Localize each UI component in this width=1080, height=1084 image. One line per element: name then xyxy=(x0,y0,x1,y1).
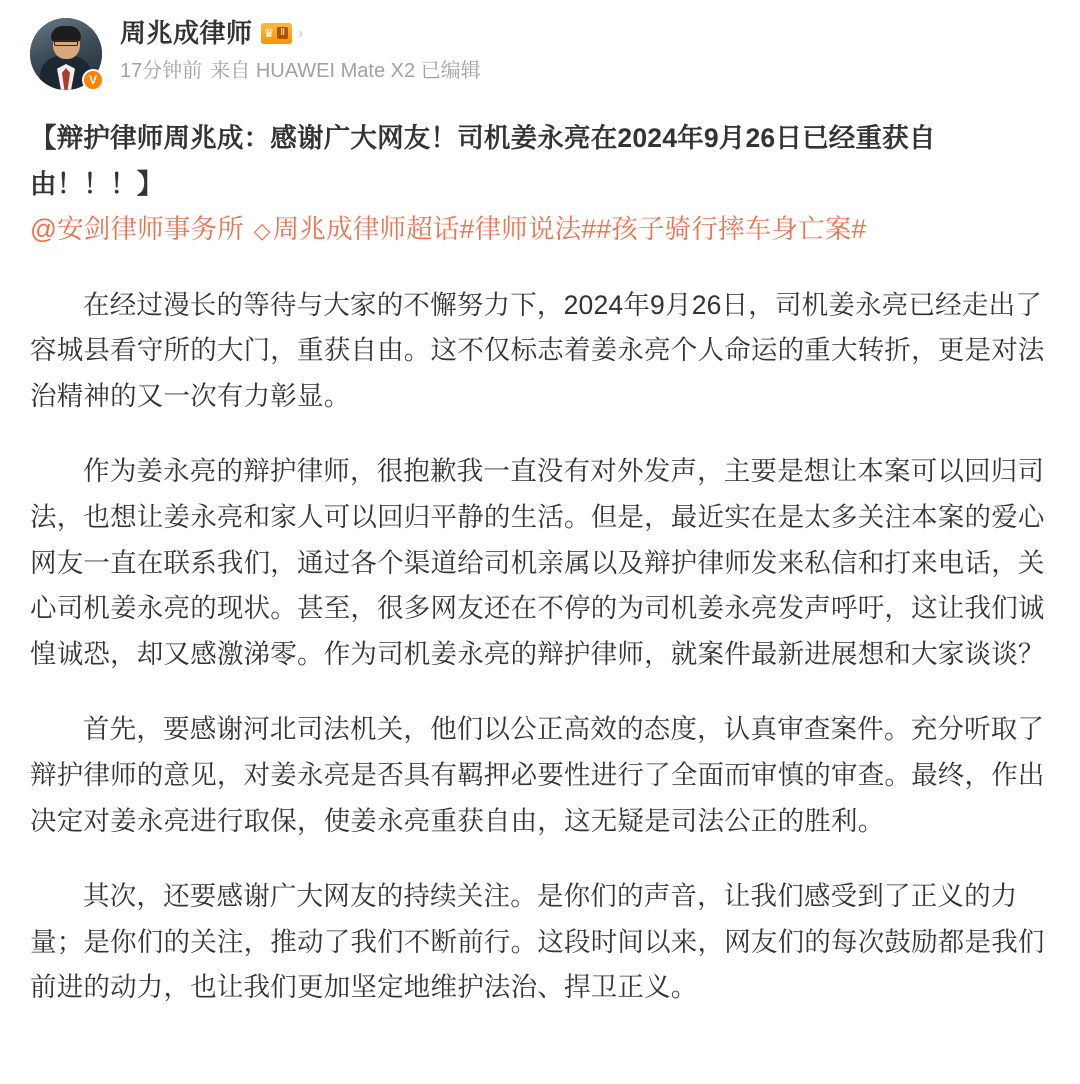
avatar[interactable] xyxy=(30,18,102,90)
author-name[interactable]: 周兆成律师 xyxy=(120,18,253,48)
vip-badge[interactable] xyxy=(261,23,293,44)
author-meta xyxy=(120,18,1050,83)
crown-icon: ♛ xyxy=(263,26,275,40)
vip-level-label: Ⅱ xyxy=(277,27,288,39)
post-meta-row xyxy=(120,59,1050,83)
author-name-row xyxy=(120,20,1050,46)
post-time: 17分钟前 xyxy=(120,60,203,82)
post-paragraph: 首先，要感谢河北司法机关，他们以公正高效的态度，认真审查案件。充分听取了辩护律师的意见，对姜永亮是否具有羁押必要性进行了全面而审慎的审查。最终，作出决定对姜永亮进行取保，使姜永亮重获自由，这无疑是司法公正的胜利。 xyxy=(30,714,1045,836)
post-edited-label: 已编辑 xyxy=(420,60,481,82)
post-source-prefix: 来自 xyxy=(210,60,251,82)
supertopic-diamond-icon: ◇ xyxy=(253,218,271,244)
topic-link-1[interactable]: #律师说法# xyxy=(459,214,597,245)
verified-badge-icon: V xyxy=(82,69,104,91)
avatar-glasses-icon xyxy=(54,40,78,46)
post-paragraph: 在经过漫长的等待与大家的不懈努力下，2024年9月26日，司机姜永亮已经走出了容城县看守所的大门，重获自由。这不仅标志着姜永亮个人命运的重大转折，更是对法治精神的又一次有力彰显。 xyxy=(30,289,1045,411)
supertopic-link[interactable]: 周兆成律师超话 xyxy=(272,214,460,245)
post-title: 【辩护律师周兆成：感谢广大网友！司机姜永亮在2024年9月26日已经重获自由！！！】 xyxy=(30,123,936,199)
mention-link[interactable]: @安剑律师事务所 xyxy=(30,214,245,245)
post-paragraph: 作为姜永亮的辩护律师，很抱歉我一直没有对外发声，主要是想让本案可以回归司法，也想让姜永亮和家人可以回归平静的生活。但是，最近实在是太多关注本案的爱心网友一直在联系我们，通过各个渠道给司机亲属以及辩护律师发来私信和打来电话，关心司机姜永亮的现状。甚至，很多网友还在不停的为司机姜永亮发声呼吁，这让我们诚惶诚恐，却又感激涕零。作为司机姜永亮的辩护律师，就案件最新进展想和大家谈谈？ xyxy=(30,456,1045,669)
chevron-right-icon[interactable]: › xyxy=(298,24,304,42)
post-device[interactable]: HUAWEI Mate X2 xyxy=(255,60,416,82)
post-tags xyxy=(30,207,1050,253)
post-paragraph: 其次，还要感谢广大网友的持续关注。是你们的声音，让我们感受到了正义的力量；是你们的关注，推动了我们不断前行。这段时间以来，网友们的每次鼓励都是我们前进的动力，也让我们更加坚定地维护法治、捍卫正义。 xyxy=(30,881,1045,1003)
topic-link-2[interactable]: #孩子骑行摔车身亡案# xyxy=(596,214,867,245)
post-header xyxy=(30,18,1050,90)
post-body xyxy=(30,283,1050,1011)
post-content xyxy=(30,116,1050,1011)
